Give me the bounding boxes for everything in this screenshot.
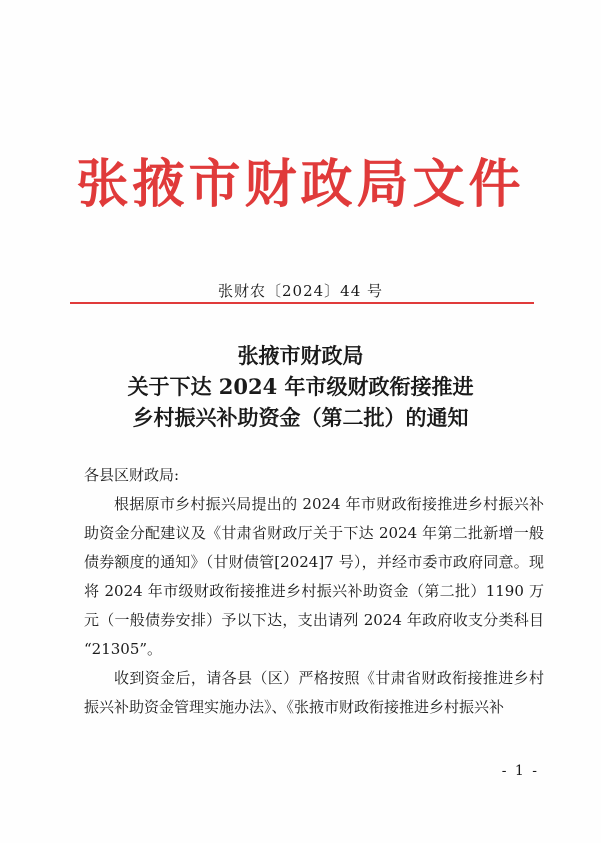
- issuer-masthead: 张掖市财政局文件: [76, 154, 525, 215]
- red-separator-line: [70, 302, 534, 304]
- salutation: 各县区财政局:: [84, 466, 180, 484]
- document-body: [84, 461, 544, 722]
- document-number: 张财农〔2024〕44 号: [217, 282, 384, 300]
- title-line-3: 乡村振兴补助资金（第二批）的通知: [132, 405, 469, 430]
- paragraph-2: 收到资金后，请各县（区）严格按照《甘肃省财政衔接推进乡村振兴补助资金管理实施办法》、《张掖市财政衔接推进乡村振兴补: [84, 669, 544, 716]
- document-title: [0, 340, 601, 433]
- paragraph-1: 根据原市乡村振兴局提出的 2024 年市财政衔接推进乡村振兴补助资金分配建议及《甘肃省财政厅关于下达 2024 年第二批新增一般债券额度的通知》（甘财债管[2024]7 号），并经市委市政府同意。现将 2024 年市级财政衔接推进乡村振兴补助资金（第二批）1190 万元（一般债券安排）予以下达，支出请列 2024 年政府收支分类科目 “21305”。: [84, 495, 544, 658]
- title-line-1: 张掖市财政局: [237, 343, 364, 368]
- title-line-2: 关于下达 2024 年市级财政衔接推进: [127, 374, 474, 399]
- page-number: - 1 -: [501, 763, 539, 779]
